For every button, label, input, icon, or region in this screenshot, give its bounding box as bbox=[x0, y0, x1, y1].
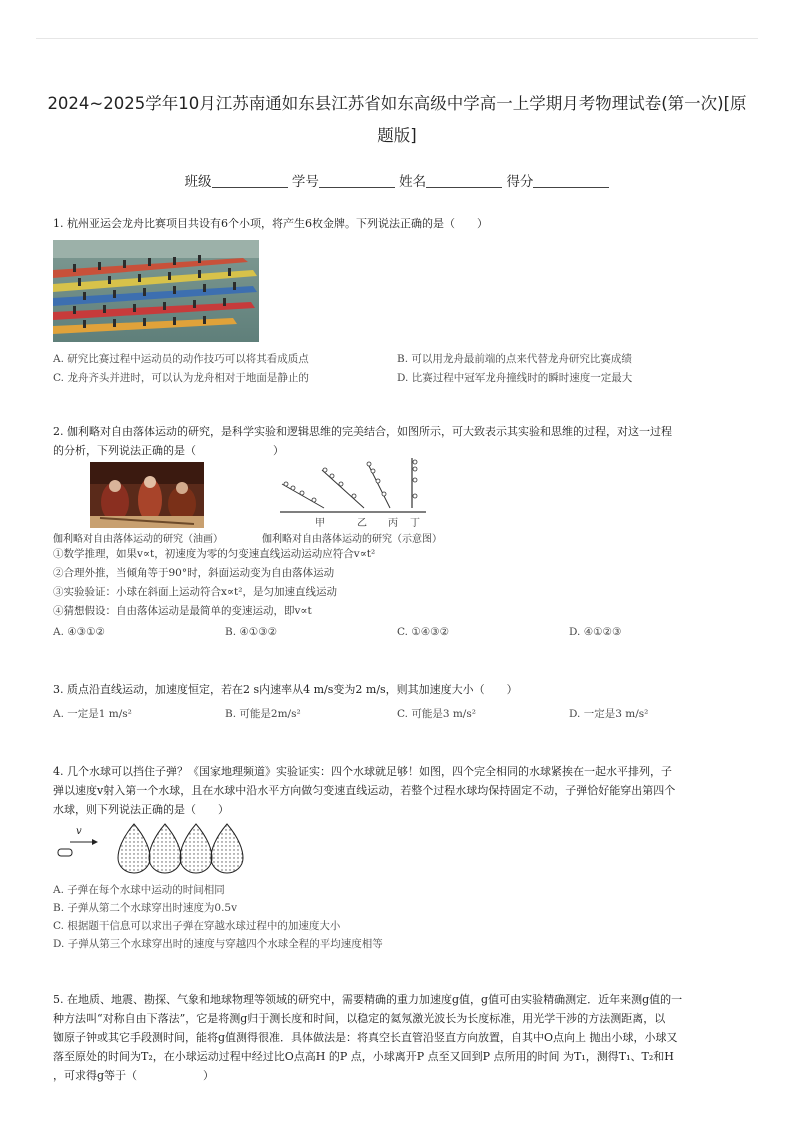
q2-caption-diagram: 伽利略对自由落体运动的研究（示意图） bbox=[262, 534, 442, 545]
q4-option-c[interactable]: C. 根据题干信息可以求出子弹在穿越水球过程中的加速度大小 bbox=[53, 920, 341, 932]
student-id-blank[interactable] bbox=[319, 173, 395, 188]
q2-option-a[interactable]: A. ④③①② bbox=[53, 626, 105, 638]
q1-option-a[interactable]: A. 研究比赛过程中运动员的动作技巧可以将其看成质点 bbox=[53, 353, 309, 365]
diagram-label-bing: 丙 bbox=[388, 518, 398, 529]
q3-option-c[interactable]: C. 可能是3 m/s² bbox=[397, 708, 476, 720]
diagram-label-yi: 乙 bbox=[357, 518, 367, 529]
q5-line-3: 铷原子钟或其它手段测时间，能将g值测得很准．具体做法是：将真空长直管沿竖直方向放置，自其中O点向上 抛出小球，小球又 bbox=[53, 1031, 678, 1044]
q3-option-b[interactable]: B. 可能是2m/s² bbox=[225, 708, 301, 720]
name-blank[interactable] bbox=[426, 173, 502, 188]
score-blank[interactable] bbox=[533, 173, 609, 188]
galileo-oil-painting bbox=[90, 462, 204, 528]
q4-stem-line-2: 弹以速度v射入第一个水球，且在水球中沿水平方向做匀变速直线运动，若整个过程水球均保持固定不动，子弹恰好能穿出第四个 bbox=[53, 784, 676, 797]
student-id-label: 学号 bbox=[291, 174, 319, 190]
diagram-label-ding: 丁 bbox=[410, 518, 420, 529]
q5-line-1: 5. 在地质、地震、勘探、气象和地球物理等领域的研究中，需要精确的重力加速度g值，g值可由实验精确测定．近年来测g值的一 bbox=[53, 993, 683, 1006]
q5-line-2: 种方法叫“对称自由下落法”，它是将测g归于测长度和时间，以稳定的氦氖激光波长为长度标准，用光学干涉的方法测距离，以 bbox=[53, 1012, 666, 1025]
q3-option-a[interactable]: A. 一定是1 m/s² bbox=[53, 708, 132, 720]
q2-statement-1: ①数学推理，如果v∝t，初速度为零的匀变速直线运动运动应符合v∝t² bbox=[53, 548, 376, 560]
q3-stem: 3. 质点沿直线运动，加速度恒定，若在2 s内速率从4 m/s变为2 m/s，则其加速度大小（ ） bbox=[53, 683, 518, 696]
class-blank[interactable] bbox=[212, 173, 288, 188]
top-divider bbox=[36, 38, 758, 39]
galileo-incline-diagram bbox=[278, 456, 430, 530]
dragon-boat-photo bbox=[53, 240, 259, 342]
q1-option-d[interactable]: D. 比赛过程中冠军龙舟撞线时的瞬时速度一定最大 bbox=[397, 372, 633, 384]
q1-stem: 1. 杭州亚运会龙舟比赛项目共设有6个小项，将产生6枚金牌。下列说法正确的是（ ） bbox=[53, 217, 488, 230]
q3-option-d[interactable]: D. 一定是3 m/s² bbox=[569, 708, 649, 720]
q1-option-b[interactable]: B. 可以用龙舟最前端的点来代替龙舟研究比赛成绩 bbox=[397, 353, 632, 365]
q2-caption-painting: 伽利略对自由落体运动的研究（油画） bbox=[53, 534, 223, 545]
q2-stem-line-1: 2. 伽利略对自由落体运动的研究，是科学实验和逻辑思维的完美结合，如图所示，可大致表示其实验和思维的过程，对这一过程 bbox=[53, 425, 672, 438]
q2-statement-2: ②合理外推，当倾角等于90°时，斜面运动变为自由落体运动 bbox=[53, 567, 335, 579]
water-balls-diagram bbox=[56, 820, 246, 876]
class-label: 班级 bbox=[184, 174, 212, 190]
name-label: 姓名 bbox=[399, 174, 427, 190]
student-info-row bbox=[0, 170, 794, 190]
q4-option-d[interactable]: D. 子弹从第三个水球穿出时的速度与穿越四个水球全程的平均速度相等 bbox=[53, 938, 383, 950]
q5-line-4: 落至原处的时间为T₂，在小球运动过程中经过比O点高H 的P 点，小球离开P 点至又回到P 点所用的时间 为T₁，测得T₁、T₂和H bbox=[53, 1050, 674, 1063]
diagram-label-jia: 甲 bbox=[315, 518, 325, 529]
score-label: 得分 bbox=[506, 174, 534, 190]
q2-stem-line-2: 的分析，下列说法正确的是（ ） bbox=[53, 444, 284, 457]
q4-option-a[interactable]: A. 子弹在每个水球中运动的时间相同 bbox=[53, 884, 225, 896]
q1-option-c[interactable]: C. 龙舟齐头并进时，可以认为龙舟相对于地面是静止的 bbox=[53, 372, 309, 384]
q2-option-c[interactable]: C. ①④③② bbox=[397, 626, 449, 638]
q4-option-b[interactable]: B. 子弹从第二个水球穿出时速度为0.5v bbox=[53, 902, 238, 914]
q2-statement-3: ③实验验证：小球在斜面上运动符合x∝t²，是匀加速直线运动 bbox=[53, 586, 337, 598]
q2-option-d[interactable]: D. ④①②③ bbox=[569, 626, 622, 638]
q4-stem-line-1: 4. 几个水球可以挡住子弹？《国家地理频道》实验证实：四个水球就足够！如图，四个完全相同的水球紧挨在一起水平排列，子 bbox=[53, 765, 672, 778]
q5-line-5: ，可求得g等于（ ） bbox=[53, 1069, 215, 1082]
page-title-line-2: 题版] bbox=[377, 126, 417, 145]
q2-option-b[interactable]: B. ④①③② bbox=[225, 626, 278, 638]
velocity-label: v bbox=[76, 826, 82, 837]
page-title-line-1: 2024~2025学年10月江苏南通如东县江苏省如东高级中学高一上学期月考物理试卷(第一次)[原 bbox=[47, 94, 747, 113]
q4-stem-line-3: 水球，则下列说法正确的是（ ） bbox=[53, 803, 229, 816]
q2-statement-4: ④猜想假设：自由落体运动是最简单的变速运动，即v∝t bbox=[53, 605, 312, 617]
